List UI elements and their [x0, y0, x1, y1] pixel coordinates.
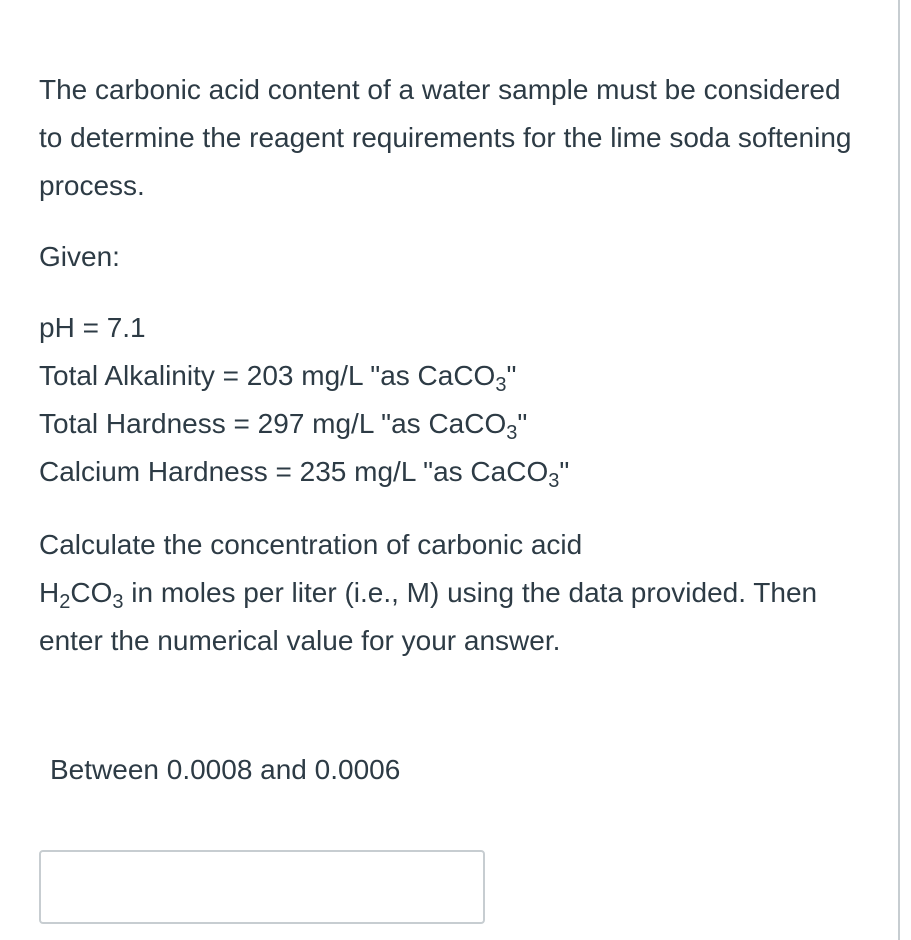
- question-text: [39, 66, 869, 665]
- given-label: Given:: [39, 241, 120, 272]
- given-calcium-hardness: Calcium Hardness = 235 mg/L "as CaCO$_3$": [39, 456, 570, 492]
- given-ph: pH = 7.1: [39, 312, 146, 343]
- given-list: [39, 304, 869, 496]
- content-right-border: [898, 0, 900, 940]
- answer-input[interactable]: [39, 850, 485, 924]
- question-intro: The carbonic acid content of a water sample must be considered to determine the reagent requirements for the lime soda softening process.: [39, 74, 852, 201]
- given-total-hardness: Total Hardness = 297 mg/L "as CaCO$_3$": [39, 408, 528, 444]
- answer-text: Between 0.0008 and 0.0006: [50, 754, 401, 785]
- given-total-alkalinity: Total Alkalinity = 203 mg/L "as CaCO$_3$": [39, 360, 517, 396]
- calculation-instruction: Calculate the concentration of carbonic acid $H_2CO_3$ in moles per liter (i.e., M) using the data provided. Then enter the numerical value for your answer.: [39, 529, 818, 656]
